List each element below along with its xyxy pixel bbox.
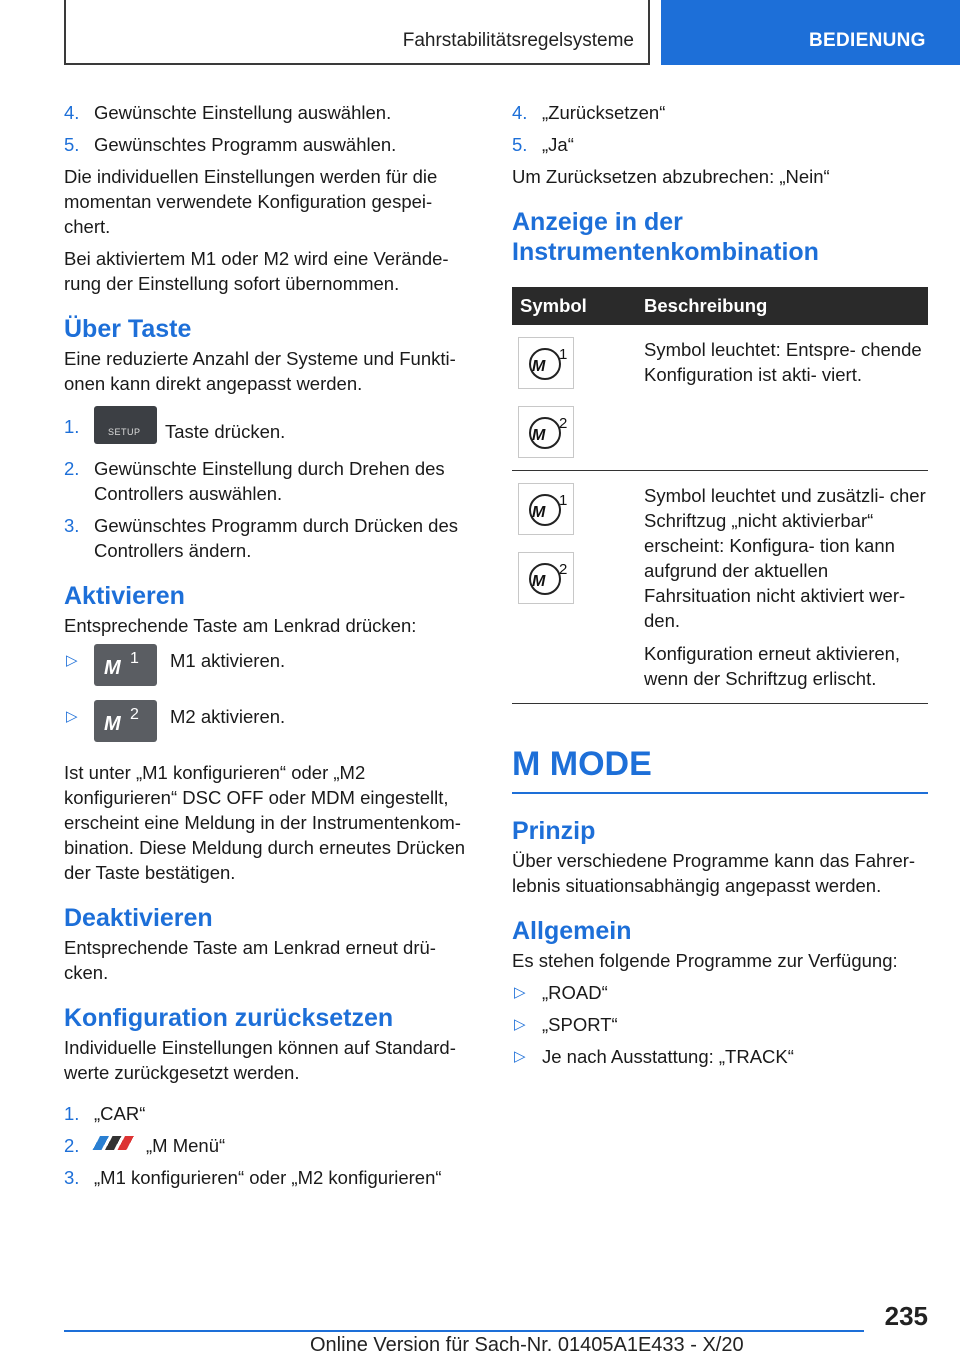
heading-deaktivieren: Deaktivieren bbox=[64, 904, 213, 932]
m1-button-icon: M 1 bbox=[94, 644, 157, 686]
table-header-description: Beschreibung bbox=[636, 287, 928, 325]
table-cell-text: Symbol leuchtet und zusätzli- cher Schriftzug „nicht aktivierbar“ erscheint: Konfigura- tion kann aufgrund der aktuellen Fahrsituation nicht aktiviert wer- den. bbox=[644, 485, 926, 631]
list-item: 2. „M Menü“ bbox=[64, 1135, 226, 1156]
m-logo-icon bbox=[91, 1136, 138, 1150]
table-row bbox=[512, 471, 928, 704]
paragraph: Um Zurücksetzen abzubrechen: „Nein“ bbox=[512, 166, 830, 187]
header-chapter-tab[interactable] bbox=[661, 0, 960, 65]
header-chapter-label: BEDIENUNG bbox=[809, 30, 926, 51]
bullet-triangle-icon: ▷ bbox=[514, 984, 526, 1001]
heading-anzeige: Anzeige in der Instrumentenkombination bbox=[512, 208, 819, 266]
heading-ueber-taste: Über Taste bbox=[64, 315, 192, 343]
footer-version-text: Online Version für Sach-Nr. 01405A1E433 - X/20 bbox=[310, 1334, 744, 1356]
paragraph: Es stehen folgende Programme zur Verfügung: bbox=[512, 950, 898, 971]
list-item: 4. Gewünschte Einstellung auswählen. bbox=[64, 102, 392, 123]
table-cell-text: Symbol leuchtet: Entspre- chende Konfiguration ist akti- viert. bbox=[644, 339, 922, 385]
m2-button-icon: M 2 bbox=[94, 700, 157, 742]
paragraph: Ist unter „M1 konfigurieren“ oder „M2 konfigurieren“ DSC OFF oder MDM eingestellt, erscheint eine Meldung in der Instrumentenkom- bination. Diese Meldung durch erneutes Drücken der Taste bestätigen. bbox=[64, 762, 466, 883]
list-item: 1. „CAR“ bbox=[64, 1103, 146, 1124]
setup-button-icon: SETUP bbox=[94, 406, 157, 444]
paragraph: Die individuellen Einstellungen werden für die momentan verwendete Konfiguration gespei- chert. bbox=[64, 166, 438, 237]
paragraph: Bei aktiviertem M1 oder M2 wird eine Verände- rung der Einstellung sofort übernommen. bbox=[64, 248, 449, 294]
header-section-title: Fahrstabilitätsregelsysteme bbox=[402, 30, 634, 51]
paragraph: Eine reduzierte Anzahl der Systeme und Funkti- onen kann direkt angepasst werden. bbox=[64, 348, 456, 394]
table-header-symbol: Symbol bbox=[512, 287, 636, 325]
paragraph: Über verschiedene Programme kann das Fahrer- lebnis situationsabhängig angepasst werden. bbox=[512, 850, 916, 896]
table-cell-text: Konfiguration erneut aktivieren, wenn der Schriftzug erlischt. bbox=[644, 643, 901, 689]
heading-m-mode: M MODE bbox=[512, 744, 928, 794]
m1-indicator-icon: M 1 bbox=[518, 337, 574, 389]
list-item: 5. „Ja“ bbox=[512, 134, 574, 155]
list-item: ▷ Je nach Ausstattung: „TRACK“ bbox=[514, 1046, 794, 1067]
footer-divider bbox=[64, 1330, 864, 1332]
list-item: 5. Gewünschtes Programm auswählen. bbox=[64, 134, 397, 155]
list-item: ▷ „ROAD“ bbox=[514, 982, 608, 1003]
list-item: ▷ „SPORT“ bbox=[514, 1014, 618, 1035]
heading-aktivieren: Aktivieren bbox=[64, 582, 185, 610]
paragraph: Individuelle Einstellungen können auf Standard- werte zurückgesetzt werden. bbox=[64, 1037, 456, 1083]
list-item: ▷ M 2 M2 aktivieren. bbox=[64, 704, 480, 760]
left-column bbox=[64, 100, 480, 1197]
heading-prinzip: Prinzip bbox=[512, 817, 596, 845]
paragraph: Entsprechende Taste am Lenkrad erneut drü- cken. bbox=[64, 937, 436, 983]
page-number: 235 bbox=[884, 1301, 928, 1331]
heading-konfiguration-zuruecksetzen: Konfiguration zurücksetzen bbox=[64, 1004, 394, 1032]
right-column bbox=[512, 100, 928, 1076]
list-item: 3. Gewünschtes Programm durch Drücken des Controllers ändern. bbox=[64, 515, 458, 561]
list-item: 2. Gewünschte Einstellung durch Drehen des Controllers auswählen. bbox=[64, 458, 445, 504]
m1-indicator-icon: M 1 bbox=[518, 483, 574, 535]
symbol-table bbox=[512, 287, 928, 704]
bullet-triangle-icon: ▷ bbox=[66, 708, 78, 725]
list-item: 1. SETUP Taste drücken. bbox=[64, 414, 480, 452]
bullet-triangle-icon: ▷ bbox=[66, 652, 78, 669]
list-item: 3. „M1 konfigurieren“ oder „M2 konfigurieren“ bbox=[64, 1167, 442, 1188]
header-frame bbox=[64, 0, 650, 65]
m2-indicator-icon: M 2 bbox=[518, 406, 574, 458]
heading-allgemein: Allgemein bbox=[512, 917, 632, 945]
table-row bbox=[512, 325, 928, 471]
bullet-triangle-icon: ▷ bbox=[514, 1016, 526, 1033]
bullet-triangle-icon: ▷ bbox=[514, 1048, 526, 1065]
paragraph: Entsprechende Taste am Lenkrad drücken: bbox=[64, 615, 417, 636]
m2-indicator-icon: M 2 bbox=[518, 552, 574, 604]
list-item: ▷ M 1 M1 aktivieren. bbox=[64, 648, 480, 704]
list-item: 4. „Zurücksetzen“ bbox=[512, 102, 666, 123]
